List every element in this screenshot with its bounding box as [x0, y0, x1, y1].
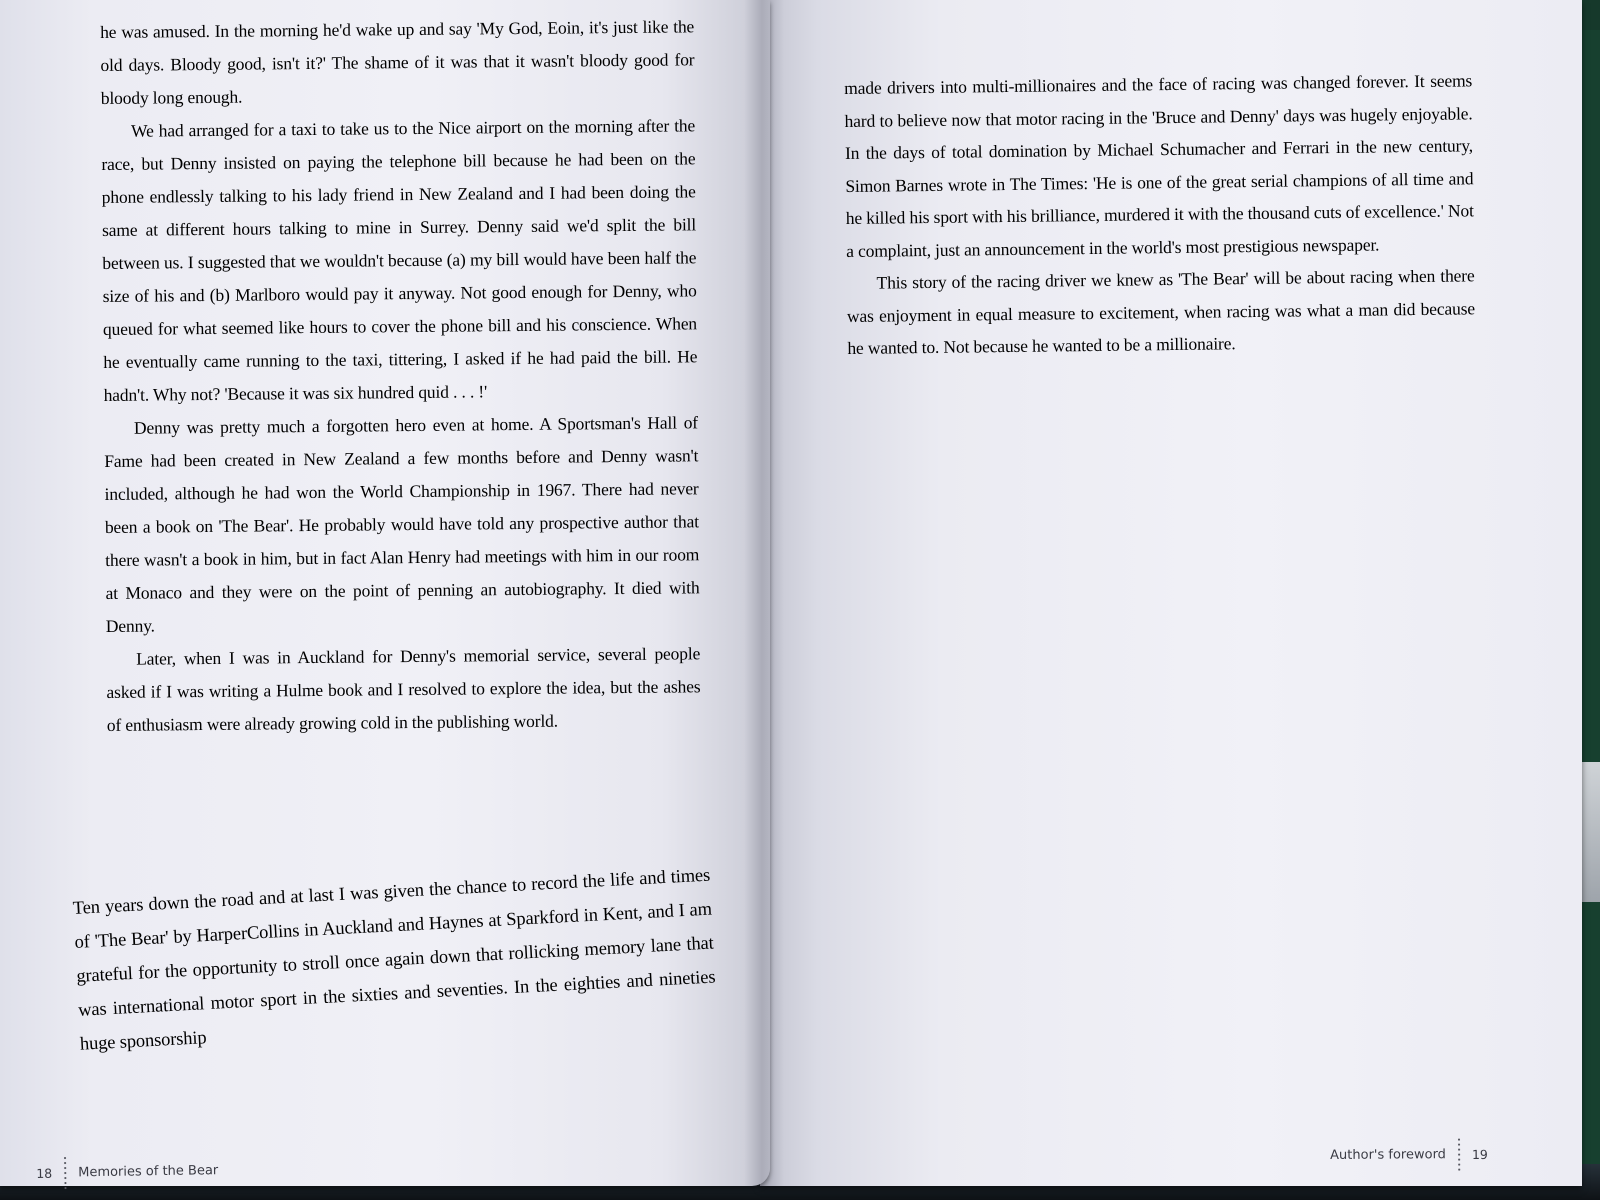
paragraph: Ten years down the road and at last I was given the chance to record the life and times of 'The Bear' by HarperCollins in Auckland and Haynes at Sparkford in Kent, and I am grateful for the opportunity to stroll once again down that rollicking memory lane that was international motor sport in the sixties and seventies. In the eighties and nineties huge sponsorship [72, 865, 716, 1055]
right-page-text [844, 64, 1476, 364]
paragraph: We had arranged for a taxi to take us to the Nice airport on the morning after the race, but Denny insisted on paying the telephone bill because he had been on the phone endlessly talking to his lady friend in New Zealand and I had been doing the same at different hours talking to mine in Surrey. Denny said we'd split the bill between us. I suggested that we wouldn't because (a) my bill would have been half the size of his and (b) Marlboro would pay it anyway. Not good enough for Denny, who queued for what seemed like hours to cover the phone bill and his conscience. When he eventually came running to the taxi, tittering, I asked if he had paid the bill. He hadn't. Why not? 'Because it was six hundred quid . . . !' [101, 115, 698, 405]
page-edge-strip [1580, 762, 1600, 902]
paragraph: he was amused. In the morning he'd wake up and say 'My God, Eoin, it's just like the old days. Bloody good, isn't it?' The shame of it was that it wasn't bloody good for bloody long enough. [100, 16, 695, 108]
dotted-separator-icon [64, 1156, 67, 1190]
running-title: Author's foreword [1330, 1146, 1446, 1163]
dotted-separator-icon [1458, 1137, 1460, 1171]
paragraph: Denny was pretty much a forgotten hero even at home. A Sportsman's Hall of Fame had been created in New Zealand a few months before and Denny wasn't included, although he had won the World Championship in 1967. There had never been a book on 'The Bear'. He probably would have told any prospective author that there wasn't a book in him, but in fact Alan Henry had meetings with him in our room at Monaco and they were on the point of penning an autobiography. It died with Denny. [104, 412, 700, 636]
left-page-lower-text [72, 859, 718, 1062]
right-page-footer [1330, 1137, 1488, 1172]
left-page-upper-text [100, 10, 701, 742]
left-page-footer [36, 1153, 218, 1190]
page-number: 18 [36, 1165, 53, 1181]
paragraph: made drivers into multi-millionaires and the face of racing was changed forever. It seems hard to believe now that motor racing in the 'Bruce and Denny' days was hugely enjoyable. In the days of total domination by Michael Schumacher and Ferrari in the new century, Simon Barnes wrote in The Times: 'He is one of the great serial champions of all time and he killed his sport with his brilliance, murdered it with the thousand cuts of excellence.' Not a complaint, just an announcement in the world's most prestigious newspaper. [844, 70, 1474, 261]
page-number: 19 [1471, 1146, 1488, 1162]
paragraph: This story of the racing driver we knew as 'The Bear' will be about racing when there was enjoyment in equal measure to excitement, when racing was what a man did because he wanted to. Not because he wanted to be a millionaire. [846, 265, 1476, 358]
running-title: Memories of the Bear [78, 1162, 219, 1180]
paragraph: Later, when I was in Auckland for Denny's memorial service, several people asked if I was writing a Hulme book and I resolved to explore the idea, but the ashes of enthusiasm were already growing cold in the publishing world. [106, 643, 701, 735]
